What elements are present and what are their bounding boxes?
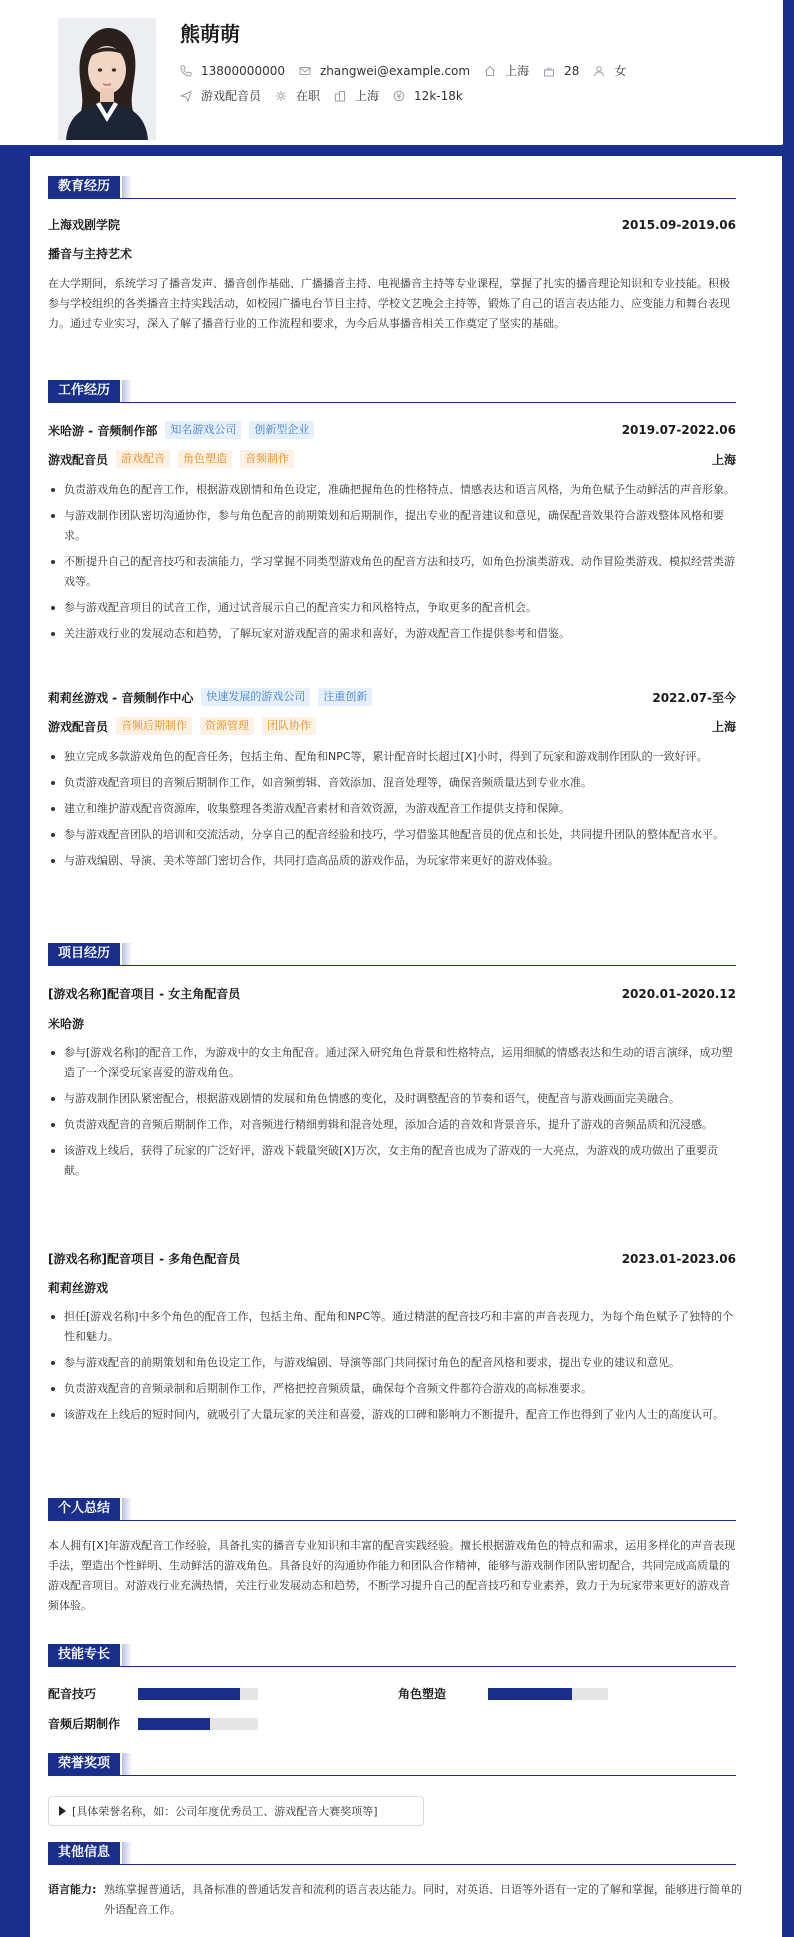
work-role: 游戏配音员 [48, 452, 109, 467]
section-divider [48, 1520, 736, 1521]
education-date: 2015.09-2019.06 [621, 217, 736, 232]
section-title-projects: 项目经历 [48, 943, 120, 965]
target-city-icon [334, 90, 346, 102]
work-role: 游戏配音员 [48, 719, 109, 734]
work-city: 上海 [711, 719, 736, 734]
job-text: 游戏配音员 [201, 89, 262, 103]
role-tag: 游戏配音 [116, 450, 170, 468]
role-tag: 角色塑造 [178, 450, 232, 468]
company-tag: 注重创新 [318, 688, 372, 706]
list-item: 负责游戏配音的音频录制和后期制作工作，严格把控音频质量，确保每个音频文件都符合游戏的高标准要求。 [48, 1379, 736, 1399]
list-item: 负责游戏配音的音频后期制作工作，对音频进行精细剪辑和混音处理，添加合适的音效和背景音乐，提升了游戏的音频品质和沉浸感。 [48, 1115, 736, 1135]
project-1-header [48, 985, 736, 1002]
skill-bar [138, 1688, 258, 1700]
job-row [180, 87, 477, 104]
list-item: 与游戏制作团队紧密配合，根据游戏剧情的发展和角色情感的变化，及时调整配音的节奏和语气，使配音与游戏画面完美融合。 [48, 1089, 736, 1109]
education-section [48, 176, 736, 200]
candidate-name: 熊萌萌 [180, 22, 240, 46]
status-text: 在职 [296, 89, 321, 103]
project-2-header [48, 1250, 736, 1267]
work-2-bullets [48, 747, 736, 871]
list-item: 独立完成多款游戏角色的配音任务，包括主角、配角和NPC等，累计配音时长超过[X]小时，得到了玩家和游戏制作团队的一致好评。 [48, 747, 736, 767]
skill-name: 角色塑造 [398, 1687, 447, 1701]
gender-text: 女 [614, 64, 627, 78]
honor-text: [具体荣誉名称，如：公司年度优秀员工、游戏配音大赛奖项等] [72, 1805, 378, 1818]
email-icon [299, 65, 311, 77]
target-city-item [334, 87, 379, 104]
section-title-tail [122, 1498, 132, 1520]
gender-icon [593, 65, 605, 77]
company-tag: 知名游戏公司 [165, 421, 241, 439]
section-divider [48, 198, 736, 199]
skills-section [48, 1644, 736, 1668]
work-1-header [48, 421, 736, 439]
age-text: 28 [564, 63, 580, 78]
phone-item [180, 64, 285, 78]
section-title-education: 教育经历 [48, 176, 120, 198]
project-company: 米哈游 [48, 1017, 85, 1031]
phone-icon [180, 65, 192, 77]
project-2-bullets [48, 1307, 736, 1425]
salary-text: 12k-18k [414, 88, 463, 103]
education-major-row [48, 245, 736, 262]
work-company: 米哈游 - 音频制作部 [48, 423, 158, 438]
age-item [543, 64, 579, 78]
project-2-company-row [48, 1279, 736, 1296]
work-city: 上海 [711, 452, 736, 467]
section-title-tail [122, 1753, 132, 1775]
skill-bar-fill [138, 1688, 240, 1700]
section-divider [48, 1666, 736, 1667]
project-title: [游戏名称]配音项目 - 女主角配音员 [48, 987, 241, 1001]
list-item: 参与[游戏名称]的配音工作，为游戏中的女主角配音。通过深入研究角色背景和性格特点，运用细腻的情感表达和生动的语言演绎，成功塑造了一个深受玩家喜爱的游戏角色。 [48, 1043, 736, 1083]
email-text: zhangwei@example.com [319, 63, 471, 78]
others-section [48, 1842, 736, 1866]
section-title-tail [122, 380, 132, 402]
language-ability [48, 1880, 748, 1920]
section-title-tail [122, 943, 132, 965]
location-item [484, 62, 529, 79]
section-title-tail [122, 176, 132, 198]
work-company: 莉莉丝游戏 - 音频制作中心 [48, 690, 194, 705]
language-label: 语言能力: [48, 1883, 97, 1896]
play-icon [59, 1806, 66, 1816]
list-item: 担任[游戏名称]中多个角色的配音工作，包括主角、配角和NPC等。通过精湛的配音技巧和丰富的声音表现力，为每个角色赋予了独特的个性和魅力。 [48, 1307, 736, 1347]
section-title-tail [122, 1842, 132, 1864]
language-text: 熟练掌握普通话，具备标准的普通话发音和流利的语言表达能力。同时，对英语、日语等外语有一定的了解和掌握，能够进行简单的外语配音工作。 [104, 1883, 742, 1916]
summary-text: 本人拥有[X]年游戏配音工作经验，具备扎实的播音专业知识和丰富的配音实践经验。擅长根据游戏角色的特点和需求，运用多样化的声音表现手法，塑造出个性鲜明、生动鲜活的游戏角色。具备良好的沟通协作能力和团队合作精神，能够与游戏制作团队密切配合，共同完成高质量的游戏配音项目。对游戏行业充满热情，关注行业发展动态和趋势，不断学习提升自己的配音技巧和专业素养，致力于为玩家带来更好的游戏音频体验。 [48, 1539, 736, 1612]
list-item: 关注游戏行业的发展动态和趋势，了解玩家对游戏配音的需求和喜好，为游戏配音工作提供参考和借鉴。 [48, 624, 736, 644]
salary-item [393, 89, 463, 103]
target-city-text: 上海 [355, 89, 380, 103]
work-section [48, 380, 736, 404]
list-item: 建立和维护游戏配音资源库，收集整理各类游戏配音素材和音效资源，为游戏配音工作提供支持和保障。 [48, 799, 736, 819]
list-item: 不断提升自己的配音技巧和表演能力，学习掌握不同类型游戏角色的配音方法和技巧，如角色扮演类游戏、动作冒险类游戏、模拟经营类游戏等。 [48, 552, 736, 592]
section-title-others: 其他信息 [48, 1842, 120, 1864]
company-tag: 创新型企业 [249, 421, 314, 439]
section-divider [48, 1775, 736, 1776]
role-tag: 团队协作 [262, 717, 316, 735]
work-1-role-row [48, 450, 736, 468]
job-item [180, 87, 261, 104]
project-1-bullets [48, 1043, 736, 1181]
education-description: 在大学期间，系统学习了播音发声、播音创作基础、广播播音主持、电视播音主持等专业课程，掌握了扎实的播音理论知识和专业技能。积极参与学校组织的各类播音主持实践活动，如校园广播电台节目主持、学校文艺晚会主持等，锻炼了自己的语言表达能力、应变能力和舞台表现力。通过专业实习，深入了解了播音行业的工作流程和要求，为今后从事播音相关工作奠定了坚实的基础。 [48, 277, 730, 330]
project-title: [游戏名称]配音项目 - 多角色配音员 [48, 1252, 241, 1266]
list-item: 参与游戏配音项目的试音工作，通过试音展示自己的配音实力和风格特点，争取更多的配音机会。 [48, 598, 736, 618]
section-divider [48, 965, 736, 966]
list-item: 参与游戏配音团队的培训和交流活动，分享自己的配音经验和技巧，学习借鉴其他配音员的优点和长处，共同提升团队的整体配音水平。 [48, 825, 736, 845]
left-frame [0, 0, 30, 1937]
age-icon [543, 65, 555, 77]
list-item: 负责游戏配音项目的音频后期制作工作，如音频剪辑、音效添加、混音处理等，确保音频质量达到专业水准。 [48, 773, 736, 793]
phone-text: 13800000000 [201, 63, 285, 78]
location-icon [484, 65, 496, 77]
skill-name: 音频后期制作 [48, 1717, 121, 1731]
role-tag: 资源管理 [200, 717, 254, 735]
company-tag: 快速发展的游戏公司 [201, 688, 310, 706]
section-title-work: 工作经历 [48, 380, 120, 402]
job-icon [180, 90, 192, 102]
honor-item[interactable] [48, 1796, 424, 1826]
project-company: 莉莉丝游戏 [48, 1281, 109, 1295]
salary-icon [393, 90, 405, 102]
skill-name: 配音技巧 [48, 1687, 97, 1701]
skill-bar-fill [488, 1688, 572, 1700]
list-item: 负责游戏角色的配音工作，根据游戏剧情和角色设定，准确把握角色的性格特点、情感表达和语言风格，为角色赋予生动鲜活的声音形象。 [48, 480, 736, 500]
section-divider [48, 402, 736, 403]
project-1-company-row [48, 1015, 736, 1032]
major-name: 播音与主持艺术 [48, 247, 133, 261]
contact-row [180, 62, 640, 79]
work-2-role-row [48, 717, 736, 735]
section-title-summary: 个人总结 [48, 1498, 120, 1520]
section-title-tail [122, 1644, 132, 1666]
status-icon [275, 90, 287, 102]
avatar [58, 18, 156, 140]
status-item [275, 87, 320, 104]
section-title-honors: 荣誉奖项 [48, 1753, 120, 1775]
skill-item [48, 1685, 258, 1702]
location-text: 上海 [505, 64, 530, 78]
honors-section [48, 1753, 736, 1777]
list-item: 参与游戏配音的前期策划和角色设定工作，与游戏编剧、导演等部门共同探讨角色的配音风格和要求，提出专业的建议和意见。 [48, 1353, 736, 1373]
right-frame [782, 0, 794, 1937]
skill-bar [138, 1718, 258, 1730]
work-2-header [48, 688, 736, 706]
work-date: 2022.07-至今 [652, 690, 736, 705]
avatar-portrait [58, 18, 156, 140]
skill-bar [488, 1688, 608, 1700]
list-item: 与游戏编剧、导演、美术等部门密切合作，共同打造高品质的游戏作品，为玩家带来更好的游戏体验。 [48, 851, 736, 871]
gender-item [593, 62, 626, 79]
skill-item [398, 1685, 608, 1702]
project-date: 2020.01-2020.12 [621, 986, 736, 1001]
skill-bar-fill [138, 1718, 210, 1730]
email-item [299, 64, 470, 78]
list-item: 与游戏制作团队密切沟通协作，参与角色配音的前期策划和后期制作，提出专业的配音建议和意见，确保配音效果符合游戏整体风格和要求。 [48, 506, 736, 546]
role-tag: 音频制作 [240, 450, 294, 468]
school-name: 上海戏剧学院 [48, 218, 121, 232]
education-header [48, 216, 736, 233]
section-divider [48, 1864, 736, 1865]
list-item: 该游戏在上线后的短时间内，就吸引了大量玩家的关注和喜爱，游戏的口碑和影响力不断提升，配音工作也得到了业内人士的高度认可。 [48, 1405, 736, 1425]
work-1-bullets [48, 480, 736, 644]
summary-section [48, 1498, 736, 1522]
role-tag: 音频后期制作 [116, 717, 192, 735]
projects-section [48, 943, 736, 967]
skill-item [48, 1715, 258, 1732]
project-date: 2023.01-2023.06 [621, 1251, 736, 1266]
work-date: 2019.07-2022.06 [621, 423, 736, 437]
section-title-skills: 技能专长 [48, 1644, 120, 1666]
list-item: 该游戏上线后，获得了玩家的广泛好评，游戏下载量突破[X]万次，女主角的配音也成为了游戏的一大亮点，为游戏的成功做出了重要贡献。 [48, 1141, 736, 1181]
